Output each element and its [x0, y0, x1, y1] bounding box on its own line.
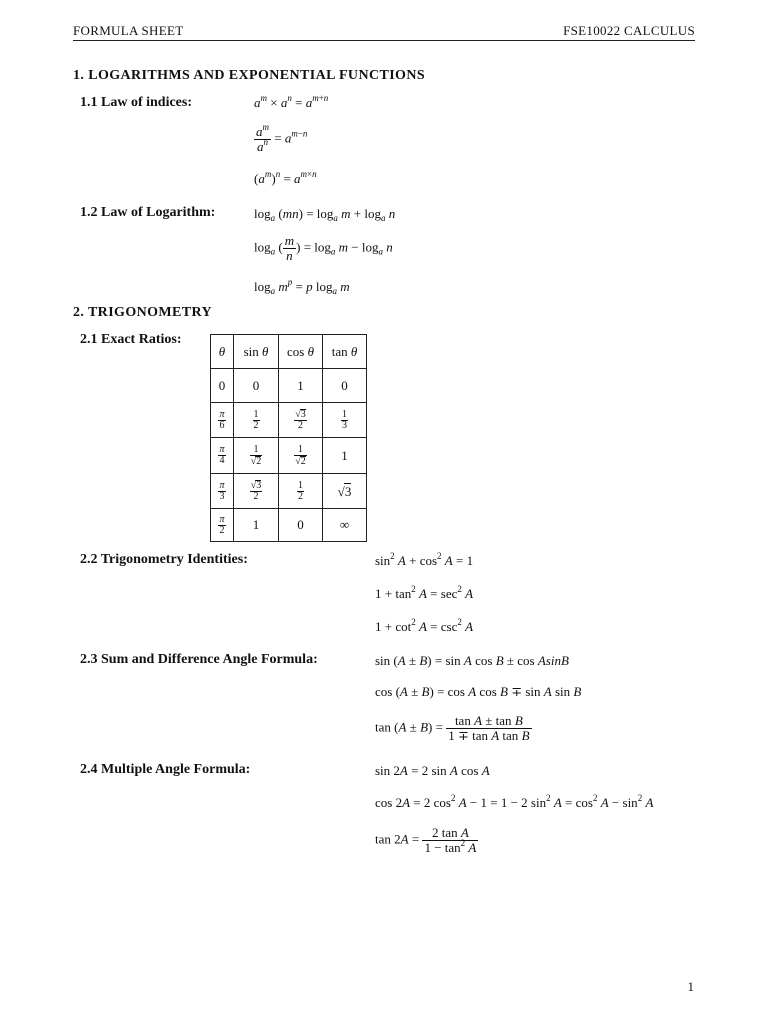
header-theta: θ: [211, 335, 234, 369]
table-cell: ∞: [323, 509, 367, 542]
exact-ratios-table: [210, 334, 367, 542]
table-header-row: [211, 335, 367, 369]
table-row: [211, 474, 367, 509]
table-cell: $\frac{1}{2}$: [234, 403, 279, 438]
header-right: FSE10022 CALCULUS: [563, 23, 695, 38]
table-cell: 0: [211, 369, 234, 403]
table-cell: 1: [234, 509, 279, 542]
section-2-3-label: 2.3 Sum and Difference Angle Formula:: [80, 652, 318, 667]
formula-log-quotient: $\log_a$ ( $\frac{m}{n}$ ) = $\log_a m - \log_a n$: [254, 233, 393, 263]
section-1-1-label: 1.1 Law of indices:: [80, 95, 192, 110]
table-cell: $\frac{\pi}{6}$: [211, 403, 234, 438]
formula-sin-sum: sin (A ± B) = sin A cos B ± cos AsinB: [375, 653, 569, 668]
formula-pythagorean-2: $1 + \tan^2 A = \sec^2 A$: [375, 584, 474, 601]
formula-product-of-powers: $a^m \times a^n = a^{m+n}$: [254, 93, 329, 110]
table-cell: $\frac{√3}{2}$: [234, 474, 279, 509]
page-number: 1: [687, 979, 694, 994]
header-rule: [73, 40, 695, 41]
table-cell: 1: [279, 369, 323, 403]
table-cell: 1: [323, 438, 367, 474]
section-2-title: 2. TRIGONOMETRY: [73, 305, 213, 320]
table-cell: $\frac{\pi}{3}$: [211, 474, 234, 509]
section-2-4-label: 2.4 Multiple Angle Formula:: [80, 762, 251, 777]
formula-cos-sum: cos (A ± B) = cos A cos B ∓ sin A sin B: [375, 684, 582, 699]
table-cell: $\frac{\pi}{2}$: [211, 509, 234, 542]
table-row: [211, 438, 367, 474]
table-cell: 0: [323, 369, 367, 403]
header-sin: sin θ: [234, 335, 279, 369]
formula-power-of-power: $(a^m)^n = a^{m\times n}$: [254, 169, 317, 186]
header-cos: cos θ: [279, 335, 323, 369]
section-1-title: 1. LOGARITHMS AND EXPONENTIAL FUNCTIONS: [73, 68, 426, 83]
formula-tan-sum: tan (A ± B) = $\frac{\text{tan A ± tan B}}{\text{1 ∓ tan A tan B}}$: [375, 713, 530, 743]
formula-log-power: $\log_a m^p = p$ $\log_a m$: [254, 277, 350, 296]
formula-tan-double: tan 2A = $\frac{\text{2 tan A}}{1 - \tan^2 A}$: [375, 825, 477, 855]
section-1-2-label: 1.2 Law of Logarithm:: [80, 205, 216, 220]
table-cell: $\frac{1}{√2}$: [234, 438, 279, 474]
table-cell: $\frac{√3}{2}$: [279, 403, 323, 438]
table-row: [211, 509, 367, 542]
table-row: [211, 403, 367, 438]
section-2-1-label: 2.1 Exact Ratios:: [80, 332, 182, 347]
formula-log-product: $\log_a (mn) = \log_a m + \log_a n$: [254, 206, 396, 223]
formula-pythagorean-3: $1 + \cot^2 A = \csc^2 A$: [375, 617, 474, 634]
table-row: [211, 369, 367, 403]
table-cell: $\frac{\pi}{4}$: [211, 438, 234, 474]
formula-cos-double: cos 2A = 2 $\cos^2 A - 1 = 1 - 2$ $\sin^2 A = \cos^2 A - \sin^2 A$: [375, 793, 654, 810]
table-cell: 0: [279, 509, 323, 542]
table-cell: $\frac{1}{2}$: [279, 474, 323, 509]
formula-sin-double: sin 2A = 2 sin A cos A: [375, 763, 490, 778]
formula-pythagorean-1: $\sin^2 A + \cos^2 A = 1$: [375, 551, 474, 568]
formula-quotient-of-powers: $\frac{a^m}{a^n}$ = $a^{m-n}$: [256, 122, 308, 154]
header-left: FORMULA SHEET: [73, 23, 184, 38]
section-2-2-label: 2.2 Trigonometry Identities:: [80, 552, 248, 567]
header-tan: tan θ: [323, 335, 367, 369]
table-cell: 0: [234, 369, 279, 403]
table-cell: $\frac{1}{√2}$: [279, 438, 323, 474]
table-cell: $\frac{1}{3}$: [323, 403, 367, 438]
table-cell: √3: [323, 474, 367, 509]
